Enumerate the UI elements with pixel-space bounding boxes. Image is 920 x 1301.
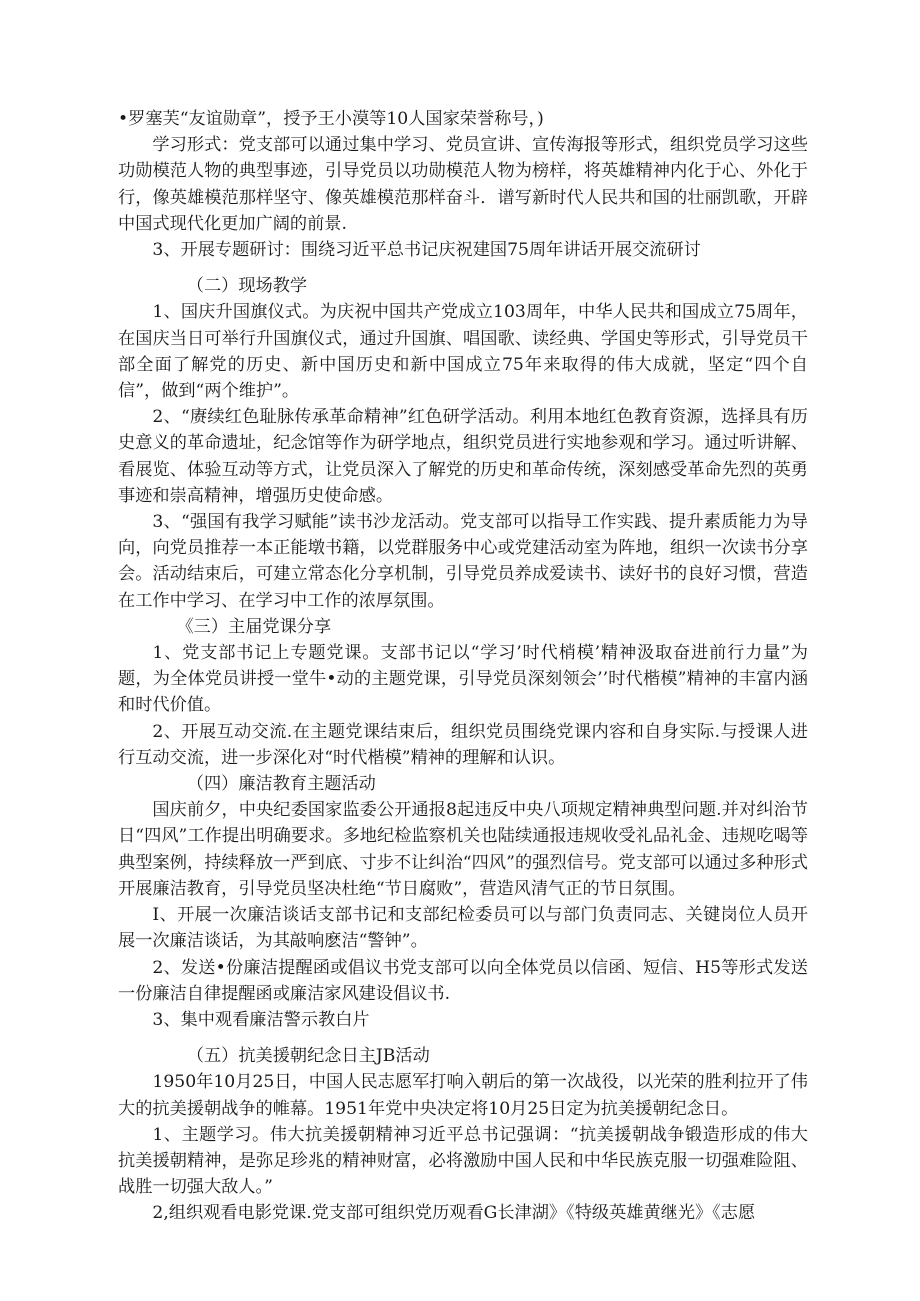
paragraph-theme-study: 1、主题学习。伟大抗美援朝精神习近平总书记强调：“抗美援朝战争锻造形成的伟大抗美援朝精神，是弥足珍兆的精神财富，必将激励中国人民和中华民族克服一切强难险阻、战胜一切强大敌人。” [118, 1124, 808, 1198]
spacer [118, 263, 808, 273]
document-page [118, 106, 808, 1227]
paragraph-reading-salon: 3、“强国有我学习赋能”读书沙龙活动。党支部可以指导工作实践、提升素质能力为导向，向党员推荐一本正能墩书籍，以党群服务中心或党建活动室为阵地，组织一次读书分享会。活动结束后，可建立常态化分享机制，引导党员养成爱读书、读好书的良好习惯，营造在工作中学习、在学习中工作的浓厚氛围。 [118, 512, 808, 611]
paragraph-flag-raising: 1、国庆升国旗仪式。为庆祝中国共产党成立103周年，中华人民共和国成立75周年，在国庆当日可举行升国旗仪式，通过升国旗、唱国歌、读经典、学国史等形式，引导党员干部全面了解党的历史、新中国历史和新中国成立75年来取得的伟大成就，坚定“四个自信”，做到“两个维护”。 [118, 302, 808, 402]
heading-integrity-education: （四）廉洁教育主题活动 [186, 774, 376, 795]
spacer [118, 1033, 808, 1043]
paragraph-integrity-talk: I、开展一次廉洁谈话支部书记和支部纪检委员可以与部门负责同志、关键岗位人员开展一次廉洁谈话，为其敲响麽洁“警钟”。 [118, 905, 808, 952]
heading-on-site-teaching: （二）现场教学 [186, 276, 308, 297]
paragraph-warning-film: 3、集中观看廉洁警示教白片 [152, 1009, 370, 1030]
paragraph-national-day-notice: 国庆前夕，中央纪委国家监委公开通报8起违反中央八项规定精神典型问题.并对纠治节日“四风”工作提出明确要求。多地纪检监察机关也陆续通报违规收受礼品礼金、违规吃喝等典型案例，持续释放一严到底、寸步不让纠治“四风”的强烈信号。党支部可以通过多种形式开展廉洁教育，引导党员坚决杜绝“节日腐败”，营造风清气正的节日氛围。 [118, 800, 808, 899]
paragraph-interactive-exchange: 2、开展互动交流.在主题党课结束后，组织党员围绕党课内容和自身实际.与授课人进行互动交流，进一步深化对“时代楷模”精神的理解和认识。 [118, 721, 808, 768]
paragraph-korean-war-history: 1950年10月25日，中国人民志愿军打响入朝后的第一次战役，以光荣的胜利拉开了伟大的抗美援朝战争的帷幕。1951年党中央决定将10月25日定为抗美援朝纪念日。 [118, 1072, 808, 1119]
paragraph-reminder-letter: 2、发送•份廉洁提醒函或倡议书党支部可以向全体党员以信函、短信、H5等形式发送一份廉洁自律提醒函或廉洁家风建设倡议书. [118, 957, 808, 1004]
paragraph-secretary-lecture: 1、党支部书记上专题党课。支部书记以“学习’时代梢模’精神汲取奋进前行力量”为题，为全体党员讲授一堂牛•动的主题党课，引导党员深刻领会’’时代楷模”精神的丰富内涵和时代价值。 [118, 643, 808, 716]
paragraph-red-study: 2、“赓续红色耻脉传承革命精神”红色研学活动。利用本地红色教育资源，选择具有历史意义的革命遗址，纪念馆等作为研学地点，组织党员进行实地参观和学习。通过听讲解、看展览、体验互动等方式，让党员深入了解党的历史和革命传统，深刻感受革命先烈的英勇事迹和崇高精神，增强历史使命感。 [118, 407, 808, 506]
paragraph-study-format: 学习形式：党支部可以通过集中学习、党员宣讲、宣传海报等形式，组织党员学习这些功勋模范人物的典型事迹，引导党员以功勋模范人物为榜样，将英雄精神内化于心、外化于行，像英雄模范那样坚守、像英雄模范那样奋斗．谱写新时代人民共和国的壮丽凯歌，开辟中国式现代化更加广阔的前景. [118, 135, 808, 234]
paragraph-topic-discussion: 3、开展专题研讨：围绕习近平总书记庆祝建国75周年讲话开展交流研讨 [152, 240, 701, 261]
heading-party-lecture: 《三）主届党课分享 [176, 616, 332, 637]
heading-resist-us-aid-korea: （五）抗美援朝纪念日主JB活动 [186, 1046, 430, 1067]
paragraph-movie-lecture: 2,组织观看电影党课.党支部可组织党历观看G长津湖》《特级英雄黄继光》《志愿 [152, 1203, 756, 1224]
paragraph-friendship-medal: •罗塞芙“友谊勋章”，授予王小漠等10人国家荣誉称号，) [118, 109, 544, 129]
